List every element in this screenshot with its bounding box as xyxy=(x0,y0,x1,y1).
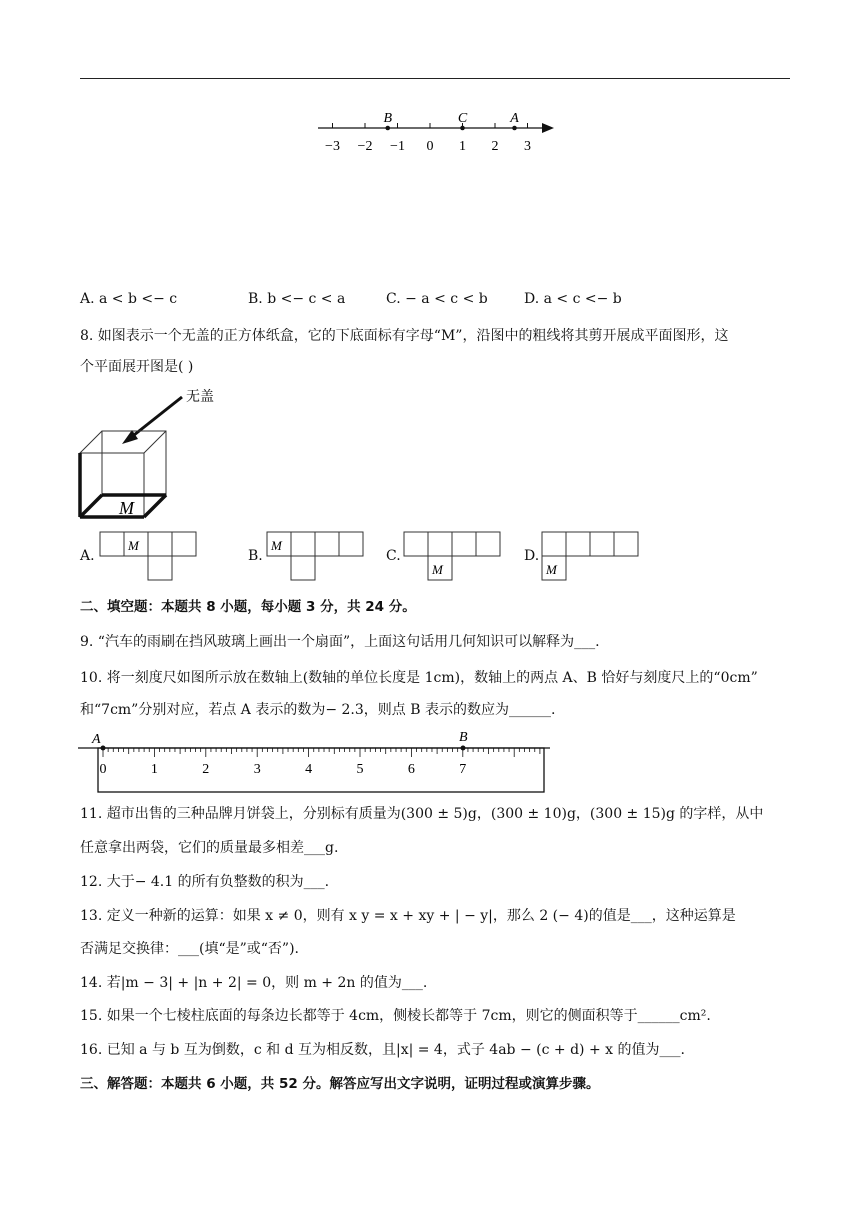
net-a-letter-m: M xyxy=(128,538,139,553)
ruler-tick-label: 6 xyxy=(407,762,415,777)
q13-text-line2: 否满足交换律：___(填“是”或“否”). xyxy=(80,941,300,957)
q7-option-b: B. b <− c < a xyxy=(248,291,346,307)
net-option-a xyxy=(98,530,202,584)
no-lid-arrow xyxy=(129,397,182,439)
number-line-point xyxy=(460,126,465,131)
net-d-letter-m: M xyxy=(546,562,557,577)
ruler-tick-label: 2 xyxy=(202,762,210,777)
number-line-tick-label: 3 xyxy=(524,139,531,154)
q7-option-d: D. a < c <− b xyxy=(524,291,622,307)
net-option-b xyxy=(265,530,369,584)
number-line-point-label: C xyxy=(457,111,468,126)
ruler-tick-label: 0 xyxy=(99,762,107,777)
header-rule xyxy=(80,78,790,79)
q15-text: 15. 如果一个七棱柱底面的每条边长都等于 4cm，侧棱长都等于 7cm，则它的侧面积等于______cm². xyxy=(80,1008,711,1024)
number-line-point xyxy=(512,126,517,131)
ruler-ticks xyxy=(103,748,540,757)
ruler-point-a xyxy=(101,746,106,751)
ruler-label-a: A xyxy=(92,732,101,747)
net-option-b-label: B. xyxy=(248,548,263,564)
q12-text: 12. 大于− 4.1 的所有负整数的积为___. xyxy=(80,874,330,890)
ruler-figure xyxy=(76,728,551,794)
q7-option-a: A. a < b <− c xyxy=(80,291,178,307)
q16-text: 16. 已知 a 与 b 互为倒数，c 和 d 互为相反数，且|x| = 4，式子 4ab − (c + d) + x 的值为___. xyxy=(80,1042,685,1058)
number-line-tick-label: 1 xyxy=(459,139,466,154)
q11-text-line1: 11. 超市出售的三种品牌月饼袋上，分别标有质量为(300 ± 5)g，(300 ± 10)g，(300 ± 15)g 的字样，从中 xyxy=(80,806,764,822)
q13-text-line1: 13. 定义一种新的运算：如果 x ≠ 0，则有 x y = x + xy + | − y|，那么 2 (− 4)的值是___，这种运算是 xyxy=(80,908,736,924)
ruler-tick-label: 5 xyxy=(356,762,364,777)
net-option-d-label: D. xyxy=(524,548,540,564)
ruler-point-b xyxy=(461,746,466,751)
number-line-point-label: B xyxy=(383,111,393,126)
number-line-point xyxy=(385,126,390,131)
net-c-letter-m: M xyxy=(432,562,443,577)
cube-figure xyxy=(74,385,244,525)
net-option-c-label: C. xyxy=(386,548,401,564)
ruler-tick-label: 1 xyxy=(150,762,158,777)
net-option-c xyxy=(402,530,506,584)
number-line-tick-label: 0 xyxy=(426,139,434,154)
ruler-tick-label: 7 xyxy=(459,762,467,777)
ruler-labels xyxy=(100,762,467,777)
q8-text-line1: 8. 如图表示一个无盖的正方体纸盒，它的下底面标有字母“M”，沿图中的粗线将其剪开展成平面图形，这 xyxy=(80,328,729,344)
number-line-tick-label: −3 xyxy=(325,139,340,154)
number-line-tick-label: −1 xyxy=(390,139,405,154)
q7-option-c: C. − a < c < b xyxy=(386,291,488,307)
no-lid-label: 无盖 xyxy=(186,390,214,405)
number-line-tick-label: −2 xyxy=(357,139,373,154)
ruler-tick-label: 4 xyxy=(305,762,313,777)
number-line-tick-label: 2 xyxy=(491,139,499,154)
q11-text-line2: 任意拿出两袋，它们的质量最多相差___g. xyxy=(80,840,339,856)
q8-text-line2: 个平面展开图是( ) xyxy=(80,359,194,375)
q9-text: 9. “汽车的雨刷在挡风玻璃上画出一个扇面”，上面这句话用几何知识可以解释为___. xyxy=(80,634,600,650)
q10-text-line2: 和“7cm”分别对应，若点 A 表示的数为− 2.3，则点 B 表示的数应为______. xyxy=(80,702,556,718)
net-option-d xyxy=(540,530,644,584)
section2-heading: 二、填空题：本题共 8 小题，每小题 3 分，共 24 分。 xyxy=(80,599,416,615)
number-line-arrow xyxy=(542,123,554,133)
ruler-label-b: B xyxy=(459,730,468,745)
face-letter-m: M xyxy=(119,498,134,518)
ruler-tick-label: 3 xyxy=(253,762,261,777)
net-option-a-label: A. xyxy=(80,548,95,564)
net-b-letter-m: M xyxy=(271,538,282,553)
q10-text-line1: 10. 将一刻度尺如图所示放在数轴上(数轴的单位长度是 1cm)，数轴上的两点 A、B 恰好与刻度尺上的“0cm” xyxy=(80,670,758,686)
number-line-figure xyxy=(310,105,560,155)
q14-text: 14. 若|m − 3| + |n + 2| = 0，则 m + 2n 的值为___. xyxy=(80,975,428,991)
number-line-point-label: A xyxy=(510,111,519,126)
ruler-body xyxy=(98,748,544,792)
section3-heading: 三、解答题：本题共 6 小题，共 52 分。解答应写出文字说明，证明过程或演算步骤。 xyxy=(80,1076,600,1092)
